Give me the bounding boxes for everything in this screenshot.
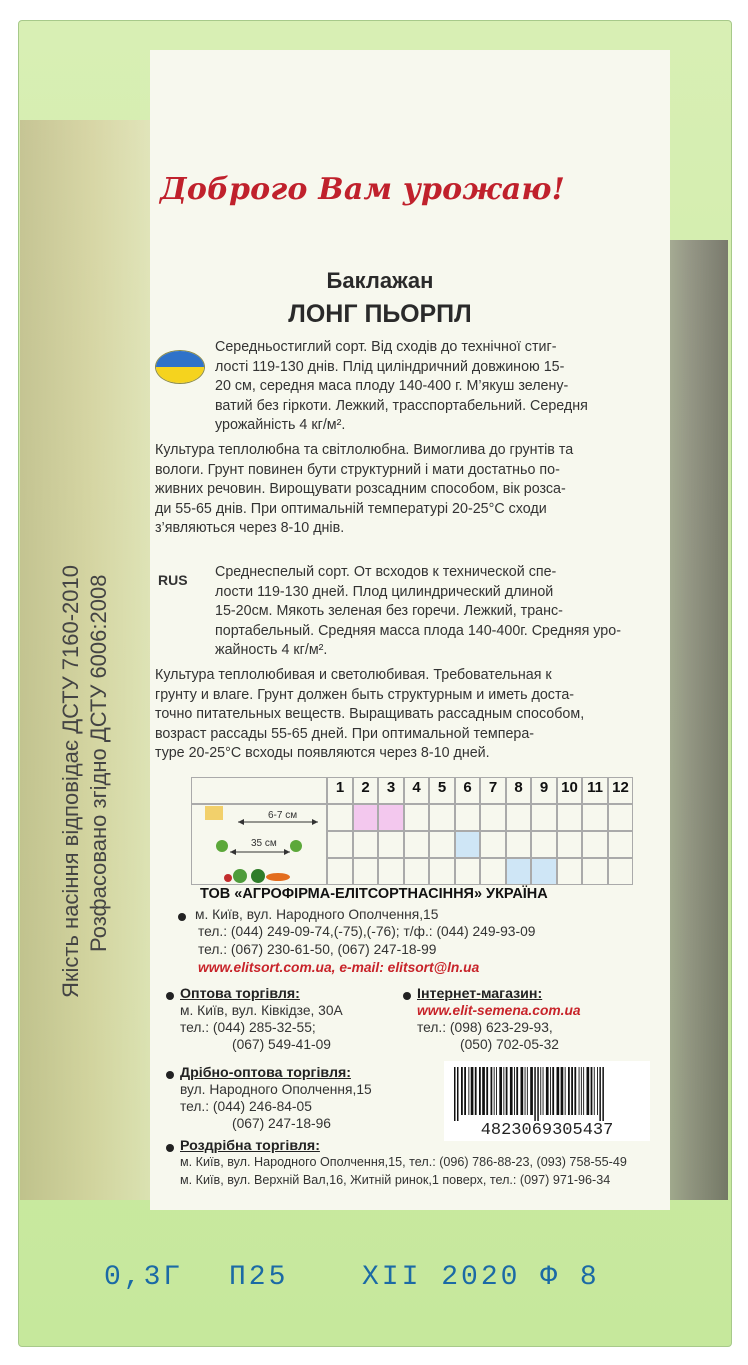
planting-diagram-icon bbox=[200, 800, 326, 886]
barcode-bar bbox=[583, 1067, 584, 1115]
barcode-bar bbox=[496, 1067, 497, 1115]
calendar-cell bbox=[480, 831, 506, 858]
calendar-cell bbox=[327, 858, 353, 885]
barcode-bars bbox=[452, 1067, 642, 1121]
ukraine-flag-icon bbox=[155, 350, 205, 384]
barcode-bar bbox=[534, 1067, 536, 1121]
date-stamp: XII 2020 Ф 8 bbox=[362, 1262, 600, 1293]
text-line: ватий без гіркоти. Лежкий, трасспортабельний. Середня bbox=[215, 397, 588, 414]
barcode-bar bbox=[479, 1067, 481, 1115]
barcode-bar bbox=[565, 1067, 566, 1115]
company-address: м. Київ, вул. Народного Ополчення,15 bbox=[195, 907, 439, 922]
calendar-cell bbox=[506, 804, 532, 831]
text-line: возраст рассады 55-65 дней. При оптимальной темпера- bbox=[155, 725, 535, 742]
month-label-2: 2 bbox=[361, 779, 370, 796]
barcode-bar bbox=[561, 1067, 564, 1115]
month-label-5: 5 bbox=[437, 779, 447, 796]
calendar-cell bbox=[429, 804, 455, 831]
calendar-cell bbox=[557, 831, 583, 858]
text-line: 20 см, середня маса плоду 140-400 г. М’якуш зелену- bbox=[215, 378, 569, 394]
shop-heading: Інтернет-магазин: bbox=[417, 986, 543, 1002]
bullet-icon bbox=[403, 992, 411, 1000]
greeting-slogan: Доброго Вам урожаю! bbox=[160, 172, 565, 207]
barcode-bar bbox=[568, 1067, 570, 1115]
retail-line-2: м. Київ, вул. Верхній Вал,16, Житній ринок,1 поверх, тел.: (097) 971-96-34 bbox=[180, 1173, 611, 1187]
barcode-bar bbox=[602, 1067, 604, 1121]
text-line: Культура теплолюбна та світлолюбна. Вимоглива до грунтів та bbox=[155, 442, 574, 458]
barcode-bar bbox=[494, 1067, 495, 1115]
calendar-cell bbox=[429, 858, 455, 885]
calendar-cell bbox=[480, 804, 506, 831]
calendar-cell bbox=[353, 831, 379, 858]
barcode-bar bbox=[574, 1067, 576, 1115]
rus-description-1 bbox=[215, 563, 639, 661]
bullet-icon bbox=[178, 913, 186, 921]
packet-left-photo bbox=[20, 120, 150, 1200]
text-line: ди 55-65 днів. При оптимальній температурі 20-25°С сходи bbox=[155, 500, 547, 517]
barcode-bar bbox=[486, 1067, 488, 1115]
calendar-cell bbox=[608, 831, 634, 858]
barcode-bar bbox=[454, 1067, 456, 1121]
month-label-12: 12 bbox=[612, 779, 629, 796]
wholesale-address: м. Київ, вул. Ківкідзе, 30А bbox=[180, 1003, 343, 1018]
barcode-bar bbox=[471, 1067, 474, 1115]
rus-language-tag: RUS bbox=[158, 572, 188, 588]
ukr-description-2 bbox=[155, 441, 639, 539]
barcode-bar bbox=[599, 1067, 601, 1121]
small-wholesale-phone-1: тел.: (044) 246-84-05 bbox=[180, 1099, 312, 1114]
retail-line-1: м. Київ, вул. Народного Ополчення,15, тел.: (096) 786-88-23, (093) 758-55-49 bbox=[180, 1155, 627, 1169]
shop-website-link[interactable]: www.elit-semena.com.ua bbox=[417, 1003, 581, 1018]
text-line: Среднеспелый сорт. От всходов к технической спе- bbox=[215, 564, 557, 580]
barcode-bar bbox=[514, 1067, 515, 1115]
calendar-cell bbox=[404, 831, 430, 858]
company-website-link[interactable]: www.elitsort.com.ua bbox=[198, 960, 332, 975]
calendar-cell bbox=[557, 858, 583, 885]
calendar-cell bbox=[404, 858, 430, 885]
email-label: , e-mail: bbox=[331, 960, 388, 975]
text-line: живних речовин. Вирощувати розсадним способом, вік розса- bbox=[155, 481, 566, 497]
calendar-cell bbox=[608, 804, 634, 831]
barcode-bar bbox=[552, 1067, 554, 1115]
calendar-cell bbox=[455, 858, 481, 885]
packing-standard-text: Розфасовано згідно ДСТУ 6006:2008 bbox=[86, 574, 111, 952]
product-name: ЛОНГ ПЬОРПЛ bbox=[288, 300, 472, 328]
month-label-7: 7 bbox=[488, 779, 498, 796]
calendar-cell bbox=[455, 804, 481, 831]
company-phone-2: тел.: (067) 230-61-50, (067) 247-18-99 bbox=[198, 942, 437, 957]
text-line: Культура теплолюбивая и светолюбивая. Требовательная к bbox=[155, 667, 552, 683]
barcode-bar bbox=[571, 1067, 573, 1115]
calendar-cell bbox=[557, 804, 583, 831]
calendar-cell bbox=[531, 804, 557, 831]
barcode-bar bbox=[527, 1067, 528, 1115]
barcode-bar bbox=[587, 1067, 590, 1115]
calendar-cell bbox=[455, 831, 481, 858]
barcode-bar bbox=[491, 1067, 493, 1115]
barcode-bar bbox=[521, 1067, 524, 1115]
calendar-cell bbox=[404, 804, 430, 831]
bullet-icon bbox=[166, 992, 174, 1000]
barcode-bar bbox=[510, 1067, 513, 1115]
barcode-bar bbox=[530, 1067, 533, 1115]
barcode-bar bbox=[543, 1067, 544, 1115]
text-line: лости 119-130 дней. Плод цилиндрический длиной bbox=[215, 583, 554, 600]
calendar-cell bbox=[378, 831, 404, 858]
month-label-1: 1 bbox=[335, 779, 345, 796]
barcode-bar bbox=[581, 1067, 582, 1115]
retail-heading: Роздрібна торгівля: bbox=[180, 1138, 320, 1154]
lot-stamp: П25 bbox=[229, 1262, 289, 1293]
wholesale-phone-1: тел.: (044) 285-32-55; bbox=[180, 1020, 316, 1035]
row2-spacing-label: 35 см bbox=[251, 838, 277, 849]
barcode-bar bbox=[516, 1067, 518, 1115]
calendar-cell bbox=[327, 831, 353, 858]
barcode-bar bbox=[503, 1067, 504, 1115]
barcode-bar bbox=[482, 1067, 485, 1115]
month-label-11: 11 bbox=[587, 779, 603, 796]
ukr-description-1 bbox=[215, 338, 639, 436]
row1-spacing-label: 6-7 см bbox=[268, 810, 298, 821]
barcode-bar bbox=[591, 1067, 593, 1115]
calendar-cell bbox=[353, 804, 379, 831]
text-line: портабельный. Средняя масса плода 140-400г. Средняя уро- bbox=[215, 622, 621, 639]
small-wholesale-phone-2: (067) 247-18-96 bbox=[232, 1116, 331, 1131]
calendar-cell bbox=[531, 831, 557, 858]
bullet-icon bbox=[166, 1144, 174, 1152]
barcode-bar bbox=[546, 1067, 549, 1115]
bullet-icon bbox=[166, 1071, 174, 1079]
text-line: урожайність 4 кг/м². bbox=[215, 417, 346, 433]
text-line: грунту и влаге. Грунт должен быть структурным и иметь доста- bbox=[155, 686, 575, 703]
calendar-cell bbox=[378, 858, 404, 885]
calendar-cell bbox=[531, 858, 557, 885]
product-type: Баклажан bbox=[326, 268, 434, 293]
rus-description-2 bbox=[155, 666, 639, 764]
barcode-bar bbox=[457, 1067, 459, 1121]
barcode-bar bbox=[550, 1067, 551, 1115]
calendar-cell bbox=[327, 804, 353, 831]
barcode-bar bbox=[540, 1067, 541, 1115]
company-contacts bbox=[198, 960, 479, 975]
month-label-8: 8 bbox=[514, 779, 523, 796]
month-label-3: 3 bbox=[386, 779, 396, 796]
barcode-bar bbox=[594, 1067, 595, 1115]
text-line: 15-20см. Мякоть зеленая без горечи. Лежкий, транс- bbox=[215, 603, 563, 619]
small-wholesale-address: вул. Народного Ополчення,15 bbox=[180, 1082, 372, 1097]
month-label-9: 9 bbox=[539, 779, 549, 796]
calendar-cell bbox=[582, 804, 608, 831]
calendar-cell bbox=[506, 831, 532, 858]
text-line: лості 119-130 днів. Плід циліндричний довжиною 15- bbox=[215, 358, 565, 375]
barcode-bar bbox=[579, 1067, 580, 1115]
quality-standard-text: Якість насіння відповідає ДСТУ 7160-2010 bbox=[58, 565, 83, 998]
wholesale-phone-2: (067) 549-41-09 bbox=[232, 1037, 331, 1052]
text-line: Середньостиглий сорт. Від сходів до технічної стиг- bbox=[215, 339, 557, 355]
calendar-cell bbox=[582, 831, 608, 858]
month-label-6: 6 bbox=[463, 779, 472, 796]
calendar-cell bbox=[608, 858, 634, 885]
barcode-bar bbox=[499, 1067, 502, 1115]
weight-stamp: 0,3Г bbox=[104, 1262, 184, 1293]
company-email-link[interactable]: elitsort@ln.ua bbox=[387, 960, 480, 975]
barcode-bar bbox=[475, 1067, 477, 1115]
barcode-bar bbox=[468, 1067, 469, 1115]
calendar-cell bbox=[480, 858, 506, 885]
calendar-cell bbox=[582, 858, 608, 885]
calendar-cell bbox=[506, 858, 532, 885]
month-label-4: 4 bbox=[412, 779, 421, 796]
barcode bbox=[444, 1061, 650, 1141]
month-label-10: 10 bbox=[561, 779, 578, 796]
barcode-bar bbox=[525, 1067, 526, 1115]
company-phone-1: тел.: (044) 249-09-74,(-75),(-76); т/ф.: (044) 249-93-09 bbox=[198, 924, 536, 939]
text-line: туре 20-25°С всходы появляются через 8-10 дней. bbox=[155, 745, 490, 761]
barcode-bar bbox=[557, 1067, 560, 1115]
barcode-bar bbox=[597, 1067, 598, 1115]
calendar-cell bbox=[353, 858, 379, 885]
barcode-bar bbox=[461, 1067, 463, 1115]
wholesale-heading: Оптова торгівля: bbox=[180, 986, 300, 1002]
calendar-cell bbox=[378, 804, 404, 831]
shop-phone-1: тел.: (098) 623-29-93, bbox=[417, 1020, 553, 1035]
barcode-number: 4823069305437 bbox=[480, 1121, 614, 1140]
small-wholesale-heading: Дрібно-оптова торгівля: bbox=[180, 1065, 351, 1081]
company-name: ТОВ «АГРОФІРМА-ЕЛІТСОРТНАСІННЯ» УКРАЇНА bbox=[200, 886, 548, 902]
text-line: з’являються через 8-10 днів. bbox=[155, 520, 345, 536]
barcode-bar bbox=[506, 1067, 508, 1115]
calendar-cell bbox=[429, 831, 455, 858]
text-line: вологи. Грунт повинен бути структурний і мати достатньо по- bbox=[155, 461, 560, 478]
text-line: точно питательных веществ. Выращивать рассадным способом, bbox=[155, 706, 585, 722]
barcode-bar bbox=[537, 1067, 539, 1121]
barcode-bar bbox=[464, 1067, 466, 1115]
text-line: жайность 4 кг/м². bbox=[215, 642, 328, 658]
shop-phone-2: (050) 702-05-32 bbox=[460, 1037, 559, 1052]
